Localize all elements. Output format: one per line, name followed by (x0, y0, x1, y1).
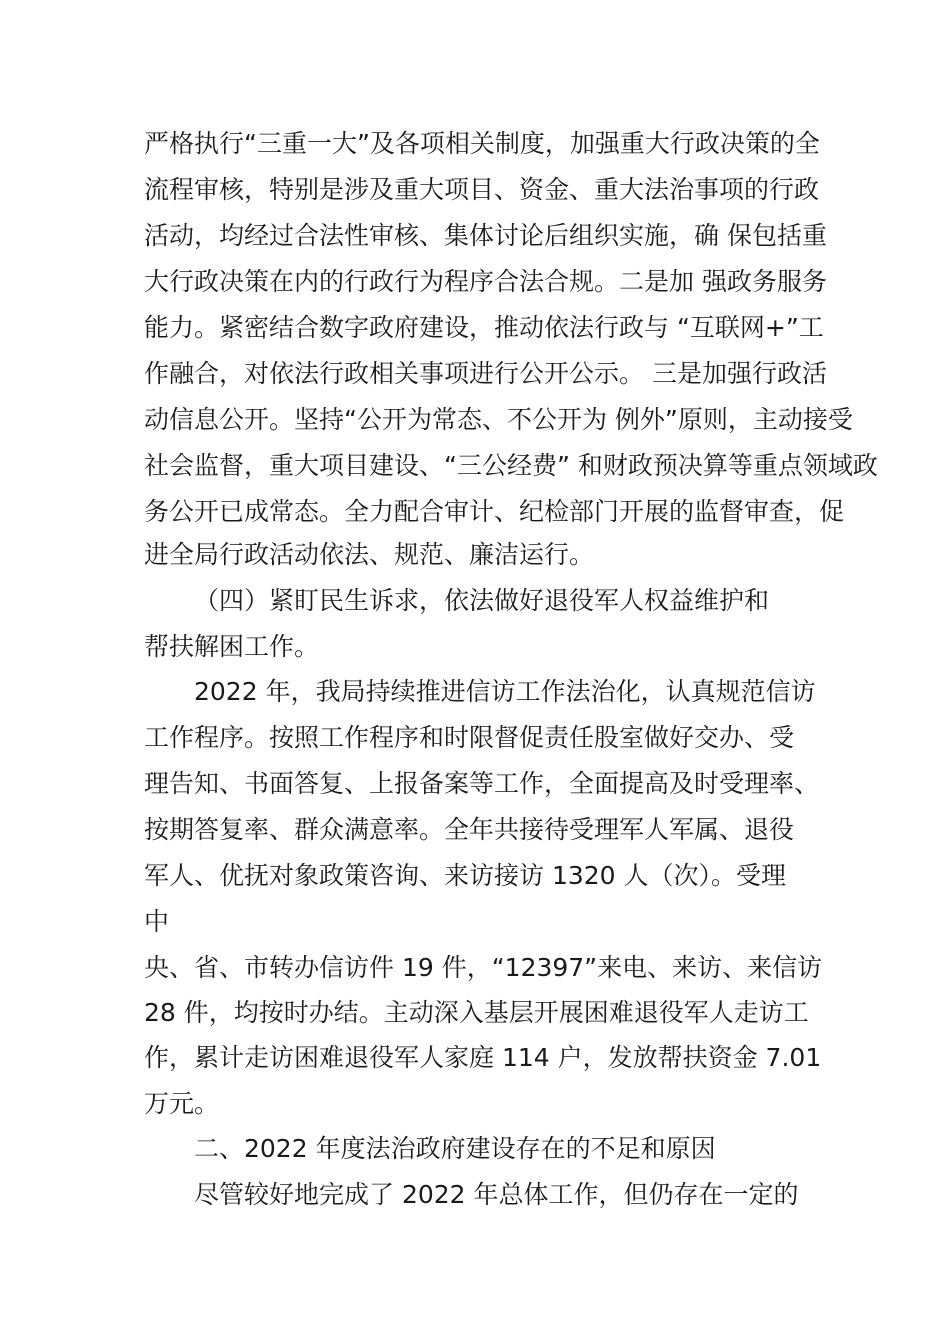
body-text-line: 大行政决策在内的行政行为程序合法合规。二是加 强政务服务 (144, 267, 827, 296)
body-text-line: 央、省、市转办信访件 19 件，“12397”来电、来访、来信访 (144, 953, 823, 982)
body-text-line: 作，累计走访困难退役军人家庭 114 户，发放帮扶资金 7.01 (144, 1043, 822, 1072)
body-text-line: 按期答复率、群众满意率。全年共接待受理军人军属、退役 (144, 815, 795, 844)
body-text-line: 务公开已成常态。全力配合审计、纪检部门开展的监督审查，促 (144, 497, 845, 526)
body-text-line: 流程审核，特别是涉及重大项目、资金、重大法治事项的行政 (144, 175, 820, 204)
body-text-line: 社会监督，重大项目建设、“三公经费” 和财政预决算等重点领域政 (144, 451, 878, 480)
section-heading-line: （四）紧盯民生诉求，依法做好退役军人权益维护和 (194, 586, 770, 615)
body-text-line: 活动，均经过合法性审核、集体讨论后组织实施，确 保包括重 (144, 221, 827, 250)
body-text-line: 进全局行政活动依法、规范、廉洁运行。 (144, 540, 595, 569)
body-text-line: 严格执行“三重一大”及各项相关制度，加强重大行政决策的全 (144, 129, 820, 158)
body-text-line: 能力。紧密结合数字政府建设，推动依法行政与 “互联网+”工 (144, 313, 824, 342)
body-text-line: 28 件，均按时办结。主动深入基层开展困难退役军人走访工 (144, 998, 809, 1027)
body-text-line: 理告知、书面答复、上报备案等工作，全面提高及时受理率、 (144, 769, 820, 798)
body-text-line: 尽管较好地完成了 2022 年总体工作，但仍存在一定的 (194, 1180, 799, 1209)
body-text-line: 军人、优抚对象政策咨询、来访接访 1320 人（次）。受理 (144, 861, 787, 890)
body-text-line: 作融合，对依法行政相关事项进行公开公示。 三是加强行政活 (144, 359, 827, 388)
section-heading-line: 帮扶解困工作。 (144, 632, 320, 661)
body-text-line: 中 (144, 907, 170, 936)
section-heading-line: 二、2022 年度法治政府建设存在的不足和原因 (194, 1134, 716, 1163)
body-text-line: 2022 年，我局持续推进信访工作法治化，认真规范信访 (194, 677, 816, 706)
body-text-line: 动信息公开。坚持“公开为常态、不公开为 例外”原则，主动接受 (144, 405, 853, 434)
body-text-line: 工作程序。按照工作程序和时限督促责任股室做好交办、受 (144, 723, 795, 752)
body-text-line: 万元。 (144, 1089, 220, 1118)
